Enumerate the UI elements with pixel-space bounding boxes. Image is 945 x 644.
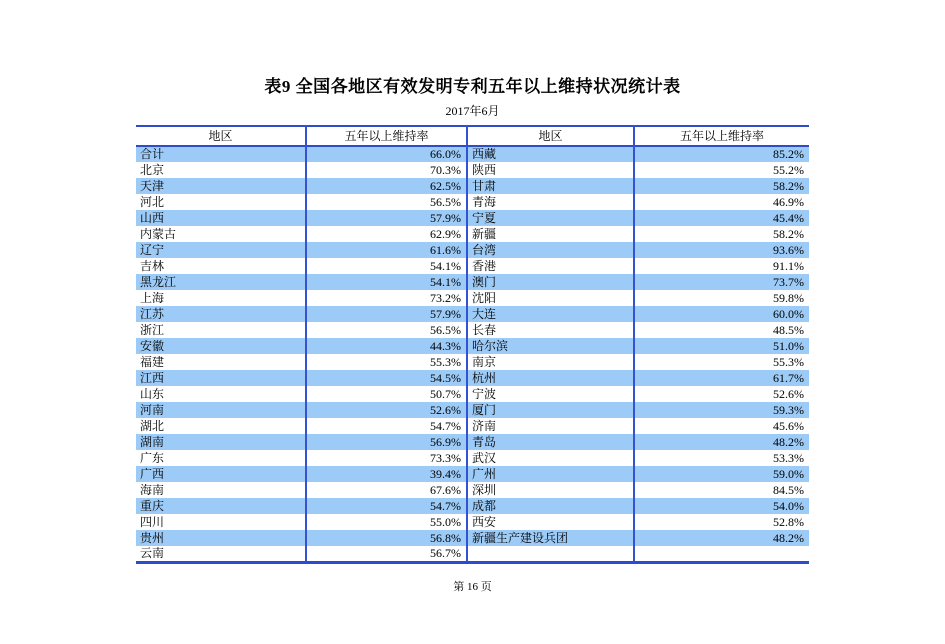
rate-cell: 73.3%	[306, 450, 467, 466]
rate-cell: 58.2%	[773, 226, 804, 241]
region-cell: 海南	[136, 482, 306, 498]
region-cell: 西藏	[467, 146, 634, 162]
rate-cell: 55.3%	[773, 354, 804, 369]
region-cell: 湖北	[136, 418, 306, 434]
region-cell: 山东	[136, 386, 306, 402]
table-row	[136, 242, 809, 258]
rate-cell: 45.4%	[773, 210, 804, 225]
rate-cell: 53.3%	[773, 450, 804, 465]
region-cell: 吉林	[136, 258, 306, 274]
region-cell: 安徽	[136, 338, 306, 354]
rate-cell: 67.6%	[306, 482, 467, 498]
column-header-rate-right: 五年以上维持率	[634, 126, 809, 146]
table-row	[136, 226, 809, 242]
rate-cell: 46.9%	[773, 194, 804, 209]
rate-cell: 61.7%	[773, 370, 804, 385]
region-cell: 重庆	[136, 498, 306, 514]
rate-cell: 62.9%	[306, 226, 467, 242]
region-cell: 宁夏	[467, 210, 634, 226]
region-cell: 天津	[136, 178, 306, 194]
table-row	[136, 258, 809, 274]
rate-cell: 91.1%	[773, 258, 804, 273]
region-cell: 河北	[136, 194, 306, 210]
rate-cell: 73.2%	[306, 290, 467, 306]
table-row	[136, 386, 809, 402]
table-row	[136, 210, 809, 226]
table-row	[136, 194, 809, 210]
rate-cell: 48.5%	[773, 322, 804, 337]
rate-cell: 56.8%	[306, 530, 467, 546]
region-cell: 青岛	[467, 434, 634, 450]
rate-cell: 48.2%	[773, 530, 804, 545]
table-row	[136, 162, 809, 178]
rate-cell: 60.0%	[773, 306, 804, 321]
table-row	[136, 418, 809, 434]
rate-cell: 54.0%	[773, 498, 804, 513]
region-cell: 青海	[467, 194, 634, 210]
rate-cell: 52.6%	[306, 402, 467, 418]
table-row	[136, 306, 809, 322]
region-cell: 江西	[136, 370, 306, 386]
column-header-region-right: 地区	[467, 126, 634, 146]
table-row	[136, 466, 809, 482]
rate-cell: 57.9%	[306, 306, 467, 322]
table-row	[136, 274, 809, 290]
region-cell: 台湾	[467, 242, 634, 258]
table-body	[136, 146, 809, 563]
region-cell: 哈尔滨	[467, 338, 634, 354]
rate-cell: 57.9%	[306, 210, 467, 226]
rate-cell: 48.2%	[773, 434, 804, 449]
table-row	[136, 146, 809, 162]
region-cell: 甘肃	[467, 178, 634, 194]
region-cell: 贵州	[136, 530, 306, 546]
statistics-table	[136, 125, 809, 564]
rate-cell: 52.6%	[773, 386, 804, 401]
region-cell: 北京	[136, 162, 306, 178]
rate-cell: 58.2%	[773, 178, 804, 193]
region-cell: 黑龙江	[136, 274, 306, 290]
rate-cell: 93.6%	[773, 242, 804, 257]
rate-cell: 54.1%	[306, 274, 467, 290]
rate-cell: 62.5%	[306, 178, 467, 194]
region-cell: 湖南	[136, 434, 306, 450]
region-cell: 四川	[136, 514, 306, 530]
region-cell: 云南	[136, 546, 306, 563]
rate-cell: 51.0%	[773, 338, 804, 353]
table-row	[136, 498, 809, 514]
region-cell: 济南	[467, 418, 634, 434]
region-cell: 南京	[467, 354, 634, 370]
region-cell: 新疆生产建设兵团	[467, 530, 634, 546]
region-cell: 西安	[467, 514, 634, 530]
table-row	[136, 322, 809, 338]
region-cell: 合计	[136, 146, 306, 162]
region-cell: 深圳	[467, 482, 634, 498]
rate-cell: 55.2%	[773, 162, 804, 177]
region-cell: 大连	[467, 306, 634, 322]
rate-cell: 52.8%	[773, 514, 804, 529]
region-cell: 厦门	[467, 402, 634, 418]
table-row	[136, 354, 809, 370]
rate-cell: 39.4%	[306, 466, 467, 482]
region-cell: 澳门	[467, 274, 634, 290]
table-row	[136, 178, 809, 194]
rate-cell: 44.3%	[306, 338, 467, 354]
region-cell: 广州	[467, 466, 634, 482]
region-cell: 广东	[136, 450, 306, 466]
table-row	[136, 514, 809, 530]
page-number: 第 16 页	[453, 581, 492, 593]
region-cell: 沈阳	[467, 290, 634, 306]
table-row	[136, 402, 809, 418]
rate-cell: 54.5%	[306, 370, 467, 386]
rate-cell: 59.0%	[773, 466, 804, 481]
region-cell: 江苏	[136, 306, 306, 322]
rate-cell: 56.5%	[306, 322, 467, 338]
rate-cell: 55.0%	[306, 514, 467, 530]
table-row	[136, 434, 809, 450]
table-row	[136, 546, 809, 563]
rate-cell: 56.7%	[306, 546, 467, 563]
region-cell: 香港	[467, 258, 634, 274]
rate-cell: 50.7%	[306, 386, 467, 402]
rate-cell: 84.5%	[773, 482, 804, 497]
region-cell: 长春	[467, 322, 634, 338]
rate-cell: 85.2%	[773, 147, 804, 161]
rate-cell: 66.0%	[306, 146, 467, 162]
rate-cell: 56.5%	[306, 194, 467, 210]
rate-cell: 54.7%	[306, 418, 467, 434]
table-row	[136, 290, 809, 306]
rate-cell: 54.7%	[306, 498, 467, 514]
region-cell: 辽宁	[136, 242, 306, 258]
rate-cell	[634, 546, 809, 563]
rate-cell: 56.9%	[306, 434, 467, 450]
table-row	[136, 450, 809, 466]
rate-cell: 45.6%	[773, 418, 804, 433]
region-cell: 山西	[136, 210, 306, 226]
table-header-row	[136, 126, 809, 146]
region-cell: 广西	[136, 466, 306, 482]
region-cell: 浙江	[136, 322, 306, 338]
page-subtitle: 2017年6月	[445, 104, 500, 118]
table-row	[136, 530, 809, 546]
region-cell: 杭州	[467, 370, 634, 386]
rate-cell: 70.3%	[306, 162, 467, 178]
rate-cell: 73.7%	[773, 274, 804, 289]
region-cell: 成都	[467, 498, 634, 514]
table-row	[136, 482, 809, 498]
table-header	[136, 126, 809, 146]
rate-cell: 59.3%	[773, 402, 804, 417]
page-title: 表9 全国各地区有效发明专利五年以上维持状况统计表	[264, 77, 681, 96]
rate-cell: 61.6%	[306, 242, 467, 258]
region-cell: 福建	[136, 354, 306, 370]
region-cell: 河南	[136, 402, 306, 418]
table-row	[136, 338, 809, 354]
column-header-rate-left: 五年以上维持率	[306, 126, 467, 146]
region-cell: 武汉	[467, 450, 634, 466]
region-cell: 新疆	[467, 226, 634, 242]
rate-cell: 55.3%	[306, 354, 467, 370]
rate-cell: 54.1%	[306, 258, 467, 274]
rate-cell: 59.8%	[773, 290, 804, 305]
region-cell: 内蒙古	[136, 226, 306, 242]
table-row	[136, 370, 809, 386]
region-cell: 陕西	[467, 162, 634, 178]
region-cell	[467, 546, 634, 563]
region-cell: 上海	[136, 290, 306, 306]
column-header-region-left: 地区	[136, 126, 306, 146]
region-cell: 宁波	[467, 386, 634, 402]
